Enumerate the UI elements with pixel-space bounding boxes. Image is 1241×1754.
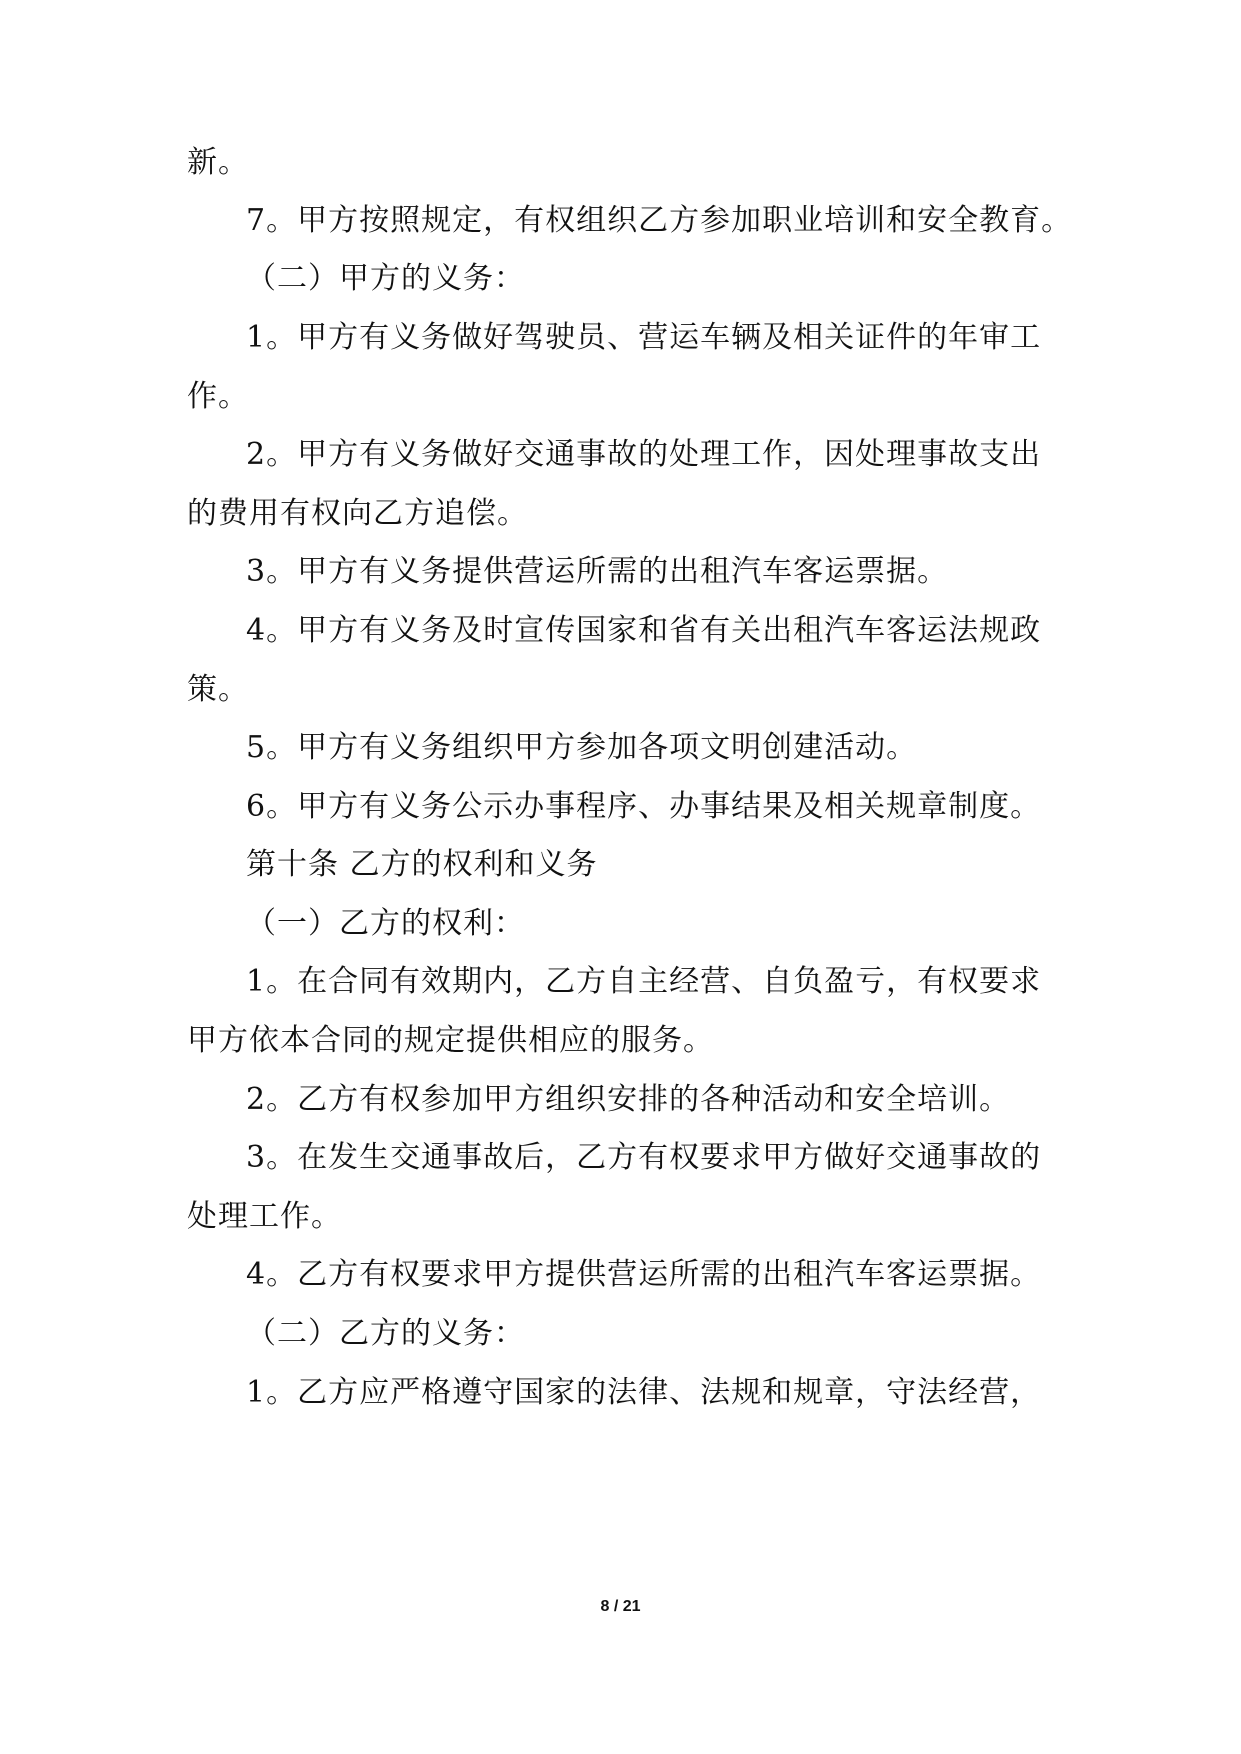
line-10: 策。: [187, 672, 249, 707]
line-19: 处理工作。: [187, 1199, 342, 1234]
line-7: 的费用有权向乙方追偿。: [187, 496, 528, 531]
line-3: （二）甲方的义务：: [246, 261, 525, 296]
line-5: 作。: [187, 379, 249, 414]
line-18: 3。在发生交通事故后，乙方有权要求甲方做好交通事故的: [246, 1140, 1042, 1175]
line-12: 6。甲方有义务公示办事程序、办事结果及相关规章制度。: [246, 789, 1042, 824]
line-11: 5。甲方有义务组织甲方参加各项文明创建活动。: [246, 730, 918, 765]
line-8: 3。甲方有义务提供营运所需的出租汽车客运票据。: [246, 554, 949, 589]
line-14: （一）乙方的权利：: [246, 906, 525, 941]
line-20: 4。乙方有权要求甲方提供营运所需的出租汽车客运票据。: [246, 1257, 1042, 1292]
page-number: 8 / 21: [600, 1598, 641, 1615]
line-22: 1。乙方应严格遵守国家的法律、法规和规章，守法经营，: [246, 1375, 1042, 1410]
line-2: 7。甲方按照规定，有权组织乙方参加职业培训和安全教育。: [246, 203, 1073, 238]
line-1: 新。: [187, 145, 249, 180]
line-9: 4。甲方有义务及时宣传国家和省有关出租汽车客运法规政: [246, 613, 1042, 648]
line-6: 2。甲方有义务做好交通事故的处理工作，因处理事故支出: [246, 437, 1042, 472]
line-17: 2。乙方有权参加甲方组织安排的各种活动和安全培训。: [246, 1082, 1011, 1117]
line-13: 第十条 乙方的权利和义务: [246, 847, 598, 882]
line-21: （二）乙方的义务：: [246, 1316, 525, 1351]
line-16: 甲方依本合同的规定提供相应的服务。: [187, 1023, 714, 1058]
line-4: 1。甲方有义务做好驾驶员、营运车辆及相关证件的年审工: [246, 320, 1042, 355]
line-15: 1。在合同有效期内，乙方自主经营、自负盈亏，有权要求: [246, 964, 1042, 999]
